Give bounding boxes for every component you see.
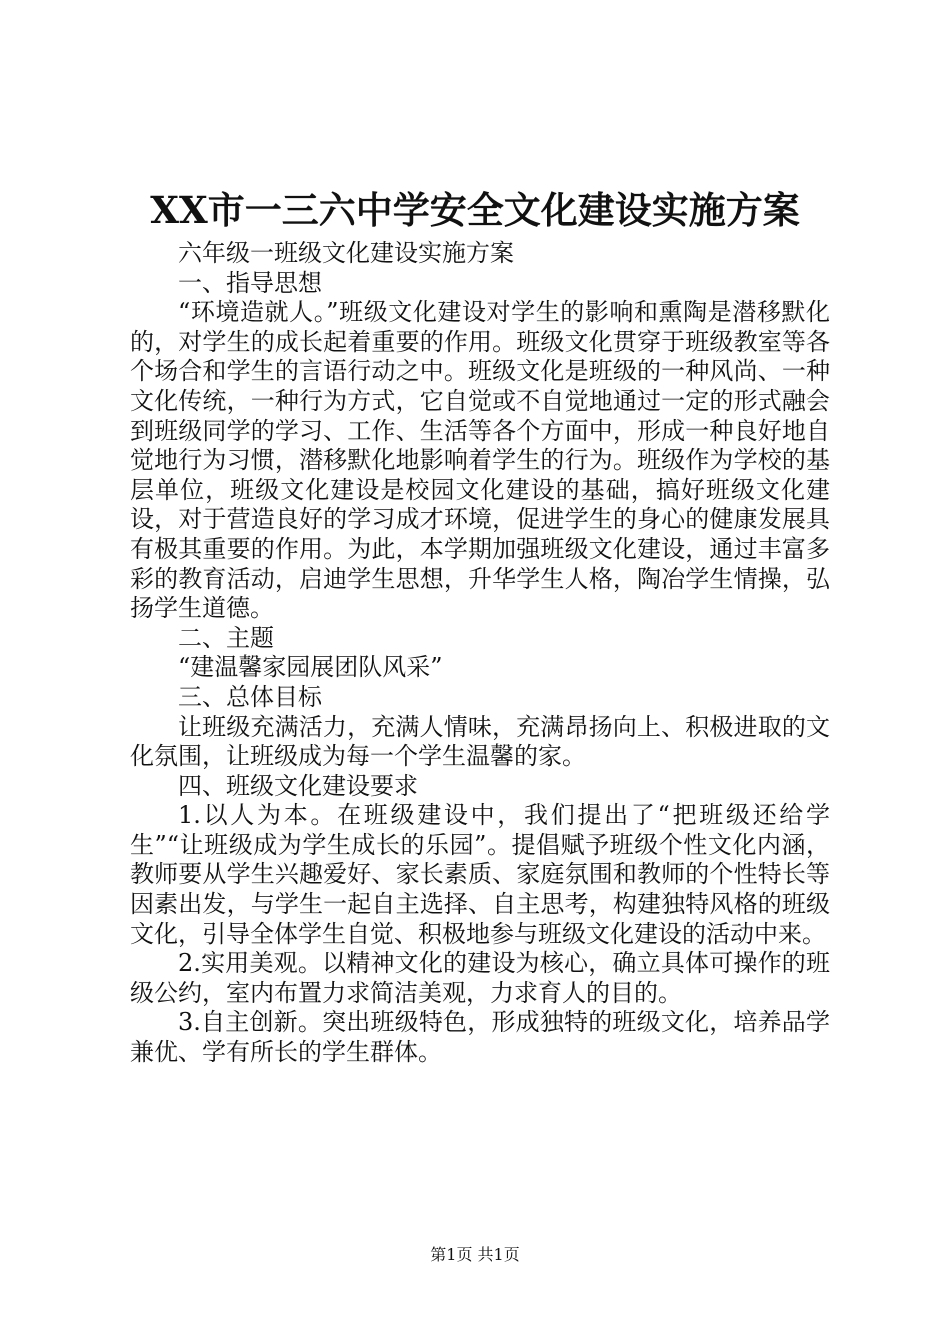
section-heading-requirements: 四、班级文化建设要求	[178, 771, 418, 800]
section-heading-goal: 三、总体目标	[178, 682, 322, 711]
body-paragraph: 让班级充满活力，充满人情味，充满昂扬向上、积极进取的文化氛围，让班级成为每一个学生温馨的家。	[130, 712, 830, 771]
page-footer: 第1页 共1页	[430, 1245, 520, 1264]
body-paragraph: “环境造就人。”班级文化建设对学生的影响和熏陶是潜移默化的，对学生的成长起着重要的作用。班级文化贯穿于班级教室等各个场合和学生的言语行动之中。班级文化是班级的一种风尚、一种文化传统，一种行为方式，它自觉或不自觉地通过一定的形式融会到班级同学的学习、工作、生活等各个方面中，形成一种良好地自觉地行为习惯，潜移默化地影响着学生的行为。班级作为学校的基层单位，班级文化建设是校园文化建设的基础，搞好班级文化建设，对于营造良好的学习成才环境，促进学生的身心的健康发展具有极其重要的作用。为此，本学期加强班级文化建设，通过丰富多彩的教育活动，启迪学生思想，升华学生人格，陶冶学生情操，弘扬学生道德。	[130, 298, 830, 623]
theme-paragraph: “建温馨家园展团队风采”	[178, 653, 443, 682]
document-title: XX市一三六中学安全文化建设实施方案	[150, 188, 800, 232]
subtitle-paragraph: 六年级一班级文化建设实施方案	[178, 239, 514, 267]
list-item: 1.以人为本。在班级建设中，我们提出了“把班级还给学生”“让班级成为学生成长的乐园”。提倡赋予班级个性文化内涵，教师要从学生兴趣爱好、家长素质、家庭氛围和教师的个性特长等因素出发，与学生一起自主选择、自主思考，构建独特风格的班级文化，引导全体学生自觉、积极地参与班级文化建设的活动中来。	[130, 801, 830, 948]
section-heading-guiding-thought: 一、指导思想	[178, 268, 322, 297]
list-item: 2.实用美观。以精神文化的建设为核心，确立具体可操作的班级公约，室内布置力求简洁美观，力求育人的目的。	[130, 949, 830, 1007]
list-item: 3.自主创新。突出班级特色，形成独特的班级文化，培养品学兼优、学有所长的学生群体。	[130, 1008, 830, 1067]
section-heading-theme: 二、主题	[178, 623, 274, 652]
document-body	[130, 239, 830, 1068]
